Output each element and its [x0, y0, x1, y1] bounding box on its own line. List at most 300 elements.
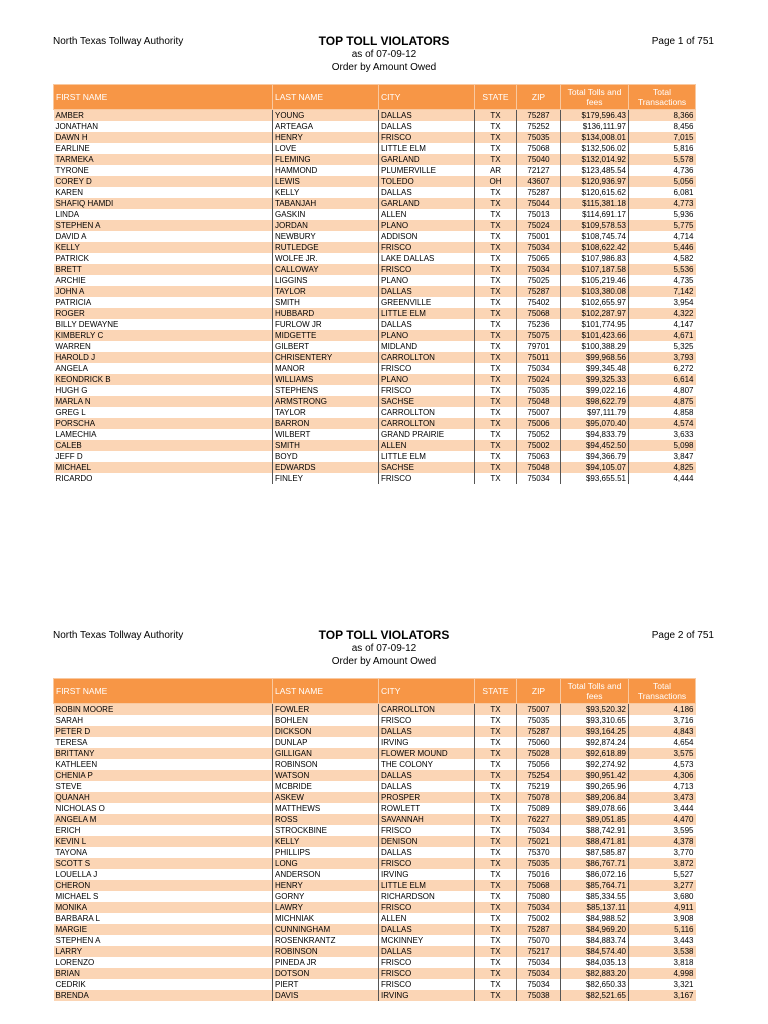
cell-last-name: PIERT — [273, 979, 379, 990]
cell-first-name: STEPHEN A — [54, 220, 273, 231]
cell-city: CARROLLTON — [379, 352, 475, 363]
table-row — [54, 902, 696, 913]
table-row — [54, 748, 696, 759]
cell-last-name: HUBBARD — [273, 308, 379, 319]
cell-tolls: $101,423.66 — [561, 330, 629, 341]
cell-city: FLOWER MOUND — [379, 748, 475, 759]
cell-last-name: DOTSON — [273, 968, 379, 979]
cell-zip: 75034 — [517, 264, 561, 275]
cell-tolls: $92,274.92 — [561, 759, 629, 770]
cell-city: PROSPER — [379, 792, 475, 803]
table-row — [54, 165, 696, 176]
report-order: Order by Amount Owed — [331, 62, 437, 73]
table-row — [54, 924, 696, 935]
cell-first-name: ARCHIE — [54, 275, 273, 286]
cell-tolls: $85,137.11 — [561, 902, 629, 913]
cell-trans: 3,716 — [629, 715, 696, 726]
table-row — [54, 880, 696, 891]
cell-last-name: GILBERT — [273, 341, 379, 352]
cell-first-name: HUGH G — [54, 385, 273, 396]
cell-city: RICHARDSON — [379, 891, 475, 902]
cell-zip: 72127 — [517, 165, 561, 176]
cell-zip: 75006 — [517, 418, 561, 429]
table-row — [54, 781, 696, 792]
cell-state: TX — [475, 825, 517, 836]
cell-tolls: $132,506.02 — [561, 143, 629, 154]
cell-trans: 4,714 — [629, 231, 696, 242]
cell-city: FRISCO — [379, 858, 475, 869]
cell-state: TX — [475, 429, 517, 440]
cell-state: TX — [475, 209, 517, 220]
cell-trans: 4,378 — [629, 836, 696, 847]
cell-tolls: $99,345.48 — [561, 363, 629, 374]
cell-tolls: $89,051.85 — [561, 814, 629, 825]
cell-state: TX — [475, 308, 517, 319]
cell-zip: 79701 — [517, 341, 561, 352]
cell-tolls: $85,334.55 — [561, 891, 629, 902]
cell-zip: 75252 — [517, 121, 561, 132]
cell-city: FRISCO — [379, 825, 475, 836]
cell-first-name: QUANAH — [54, 792, 273, 803]
cell-state: TX — [475, 330, 517, 341]
table-row — [54, 429, 696, 440]
report-date: as of 07-09-12 — [351, 643, 417, 654]
cell-city: LITTLE ELM — [379, 880, 475, 891]
cell-tolls: $93,164.25 — [561, 726, 629, 737]
cell-zip: 75035 — [517, 132, 561, 143]
cell-first-name: RICARDO — [54, 473, 273, 484]
cell-first-name: MICHAEL S — [54, 891, 273, 902]
cell-tolls: $102,655.97 — [561, 297, 629, 308]
cell-last-name: CHRISENTERY — [273, 352, 379, 363]
cell-trans: 4,911 — [629, 902, 696, 913]
cell-state: TX — [475, 462, 517, 473]
table-row — [54, 275, 696, 286]
table-row — [54, 451, 696, 462]
cell-state: TX — [475, 341, 517, 352]
cell-zip: 75075 — [517, 330, 561, 341]
cell-last-name: ROBINSON — [273, 946, 379, 957]
cell-last-name: LEWIS — [273, 176, 379, 187]
cell-zip: 75287 — [517, 286, 561, 297]
cell-trans: 3,793 — [629, 352, 696, 363]
cell-state: TX — [475, 913, 517, 924]
cell-first-name: CALEB — [54, 440, 273, 451]
cell-city: PLANO — [379, 374, 475, 385]
cell-trans: 3,277 — [629, 880, 696, 891]
report-date: as of 07-09-12 — [351, 49, 417, 60]
cell-city: DALLAS — [379, 924, 475, 935]
cell-city: SACHSE — [379, 462, 475, 473]
header-zip: ZIP — [517, 679, 561, 704]
cell-zip: 75034 — [517, 957, 561, 968]
table-row — [54, 858, 696, 869]
cell-city: PLANO — [379, 330, 475, 341]
cell-tolls: $86,767.71 — [561, 858, 629, 869]
cell-first-name: BILLY DEWAYNE — [54, 319, 273, 330]
cell-trans: 5,098 — [629, 440, 696, 451]
cell-tolls: $115,381.18 — [561, 198, 629, 209]
cell-city: FRISCO — [379, 715, 475, 726]
cell-last-name: ARTEAGA — [273, 121, 379, 132]
cell-city: MCKINNEY — [379, 935, 475, 946]
cell-zip: 75052 — [517, 429, 561, 440]
cell-zip: 75287 — [517, 924, 561, 935]
cell-last-name: STEPHENS — [273, 385, 379, 396]
cell-trans: 8,366 — [629, 110, 696, 122]
cell-city: GRAND PRAIRIE — [379, 429, 475, 440]
cell-trans: 5,775 — [629, 220, 696, 231]
table-row — [54, 330, 696, 341]
table-row — [54, 968, 696, 979]
cell-state: TX — [475, 407, 517, 418]
cell-state: TX — [475, 231, 517, 242]
cell-state: TX — [475, 440, 517, 451]
cell-tolls: $102,287.97 — [561, 308, 629, 319]
cell-first-name: KIMBERLY C — [54, 330, 273, 341]
cell-trans: 4,444 — [629, 473, 696, 484]
cell-city: ROWLETT — [379, 803, 475, 814]
table-header-row — [54, 679, 696, 704]
cell-zip: 75038 — [517, 990, 561, 1001]
cell-trans: 3,908 — [629, 913, 696, 924]
cell-city: DALLAS — [379, 286, 475, 297]
cell-zip: 75035 — [517, 385, 561, 396]
cell-state: TX — [475, 110, 517, 122]
cell-last-name: KELLY — [273, 187, 379, 198]
table-row — [54, 990, 696, 1001]
cell-last-name: DUNLAP — [273, 737, 379, 748]
cell-tolls: $93,520.32 — [561, 704, 629, 716]
cell-state: TX — [475, 869, 517, 880]
cell-first-name: SCOTT S — [54, 858, 273, 869]
cell-trans: 4,825 — [629, 462, 696, 473]
cell-state: TX — [475, 803, 517, 814]
cell-zip: 75016 — [517, 869, 561, 880]
cell-zip: 75002 — [517, 440, 561, 451]
header-total-transactions: Total Transactions — [629, 679, 696, 704]
cell-tolls: $99,968.56 — [561, 352, 629, 363]
cell-zip: 75007 — [517, 704, 561, 716]
cell-city: CARROLLTON — [379, 407, 475, 418]
cell-state: TX — [475, 352, 517, 363]
cell-tolls: $93,310.65 — [561, 715, 629, 726]
cell-trans: 7,142 — [629, 286, 696, 297]
cell-trans: 3,595 — [629, 825, 696, 836]
cell-tolls: $84,574.40 — [561, 946, 629, 957]
cell-trans: 5,527 — [629, 869, 696, 880]
cell-last-name: RUTLEDGE — [273, 242, 379, 253]
cell-zip: 75287 — [517, 726, 561, 737]
cell-trans: 3,167 — [629, 990, 696, 1001]
cell-first-name: KEVIN L — [54, 836, 273, 847]
cell-zip: 75034 — [517, 473, 561, 484]
cell-tolls: $120,936.97 — [561, 176, 629, 187]
cell-last-name: MATTHEWS — [273, 803, 379, 814]
cell-first-name: CHENIA P — [54, 770, 273, 781]
cell-first-name: MONIKA — [54, 902, 273, 913]
cell-state: TX — [475, 451, 517, 462]
table-row — [54, 352, 696, 363]
cell-first-name: ROGER — [54, 308, 273, 319]
table-row — [54, 396, 696, 407]
cell-last-name: STROCKBINE — [273, 825, 379, 836]
cell-state: TX — [475, 836, 517, 847]
cell-zip: 75034 — [517, 968, 561, 979]
report-header — [234, 34, 534, 74]
cell-state: TX — [475, 858, 517, 869]
cell-first-name: PORSCHA — [54, 418, 273, 429]
cell-trans: 3,321 — [629, 979, 696, 990]
table-row — [54, 715, 696, 726]
cell-trans: 4,574 — [629, 418, 696, 429]
cell-first-name: JOHN A — [54, 286, 273, 297]
cell-zip: 75021 — [517, 836, 561, 847]
cell-tolls: $89,206.84 — [561, 792, 629, 803]
cell-tolls: $94,452.50 — [561, 440, 629, 451]
cell-last-name: MICHNIAK — [273, 913, 379, 924]
header-first-name: FIRST NAME — [54, 679, 273, 704]
cell-first-name: SHAFIQ HAMDI — [54, 198, 273, 209]
cell-state: TX — [475, 473, 517, 484]
cell-city: IRVING — [379, 990, 475, 1001]
cell-city: DALLAS — [379, 770, 475, 781]
table-row — [54, 374, 696, 385]
cell-state: TX — [475, 253, 517, 264]
table-row — [54, 341, 696, 352]
cell-state: TX — [475, 847, 517, 858]
cell-zip: 75254 — [517, 770, 561, 781]
cell-last-name: LONG — [273, 858, 379, 869]
cell-tolls: $92,618.89 — [561, 748, 629, 759]
cell-zip: 75056 — [517, 759, 561, 770]
cell-last-name: GORNY — [273, 891, 379, 902]
cell-first-name: NICHOLAS O — [54, 803, 273, 814]
cell-last-name: KELLY — [273, 836, 379, 847]
cell-last-name: TAYLOR — [273, 286, 379, 297]
table-row — [54, 110, 696, 122]
cell-state: TX — [475, 726, 517, 737]
cell-trans: 3,872 — [629, 858, 696, 869]
cell-tolls: $92,874.24 — [561, 737, 629, 748]
cell-first-name: BRENDA — [54, 990, 273, 1001]
cell-zip: 75007 — [517, 407, 561, 418]
cell-zip: 75287 — [517, 110, 561, 122]
cell-tolls: $97,111.79 — [561, 407, 629, 418]
cell-zip: 75068 — [517, 308, 561, 319]
cell-city: LITTLE ELM — [379, 143, 475, 154]
cell-last-name: MIDGETTE — [273, 330, 379, 341]
cell-first-name: LINDA — [54, 209, 273, 220]
cell-city: ALLEN — [379, 209, 475, 220]
header-last-name: LAST NAME — [273, 85, 379, 110]
cell-zip: 75402 — [517, 297, 561, 308]
cell-state: TX — [475, 198, 517, 209]
cell-state: TX — [475, 759, 517, 770]
table-row — [54, 319, 696, 330]
page-number: Page 1 of 751 — [651, 36, 714, 47]
header-city: CITY — [379, 85, 475, 110]
cell-trans: 5,536 — [629, 264, 696, 275]
cell-first-name: LARRY — [54, 946, 273, 957]
cell-city: SAVANNAH — [379, 814, 475, 825]
cell-last-name: GILLIGAN — [273, 748, 379, 759]
cell-trans: 4,322 — [629, 308, 696, 319]
cell-zip: 75035 — [517, 715, 561, 726]
table-row — [54, 440, 696, 451]
cell-last-name: FLEMING — [273, 154, 379, 165]
cell-last-name: YOUNG — [273, 110, 379, 122]
cell-trans: 3,444 — [629, 803, 696, 814]
cell-city: ALLEN — [379, 913, 475, 924]
cell-last-name: CUNNINGHAM — [273, 924, 379, 935]
cell-last-name: BOHLEN — [273, 715, 379, 726]
cell-city: DALLAS — [379, 847, 475, 858]
cell-trans: 6,272 — [629, 363, 696, 374]
cell-tolls: $82,650.33 — [561, 979, 629, 990]
cell-city: PLUMERVILLE — [379, 165, 475, 176]
cell-tolls: $89,078.66 — [561, 803, 629, 814]
cell-city: CARROLLTON — [379, 418, 475, 429]
cell-city: GARLAND — [379, 154, 475, 165]
cell-state: TX — [475, 957, 517, 968]
cell-first-name: TARMEKA — [54, 154, 273, 165]
cell-city: GARLAND — [379, 198, 475, 209]
cell-city: FRISCO — [379, 968, 475, 979]
cell-first-name: LORENZO — [54, 957, 273, 968]
cell-state: TX — [475, 946, 517, 957]
cell-first-name: ERICH — [54, 825, 273, 836]
cell-state: TX — [475, 891, 517, 902]
cell-tolls: $101,774.95 — [561, 319, 629, 330]
cell-trans: 3,818 — [629, 957, 696, 968]
cell-state: TX — [475, 143, 517, 154]
cell-state: TX — [475, 396, 517, 407]
cell-last-name: WILBERT — [273, 429, 379, 440]
cell-state: TX — [475, 374, 517, 385]
table-row — [54, 814, 696, 825]
cell-trans: 4,186 — [629, 704, 696, 716]
table-body — [54, 704, 696, 1002]
cell-city: TOLEDO — [379, 176, 475, 187]
cell-trans: 3,633 — [629, 429, 696, 440]
cell-trans: 3,770 — [629, 847, 696, 858]
cell-city: DALLAS — [379, 110, 475, 122]
cell-state: TX — [475, 286, 517, 297]
cell-state: TX — [475, 770, 517, 781]
cell-zip: 75080 — [517, 891, 561, 902]
cell-tolls: $100,388.29 — [561, 341, 629, 352]
cell-zip: 75287 — [517, 187, 561, 198]
cell-last-name: MCBRIDE — [273, 781, 379, 792]
cell-first-name: PATRICK — [54, 253, 273, 264]
cell-state: TX — [475, 935, 517, 946]
cell-state: TX — [475, 748, 517, 759]
cell-tolls: $108,622.42 — [561, 242, 629, 253]
cell-tolls: $88,471.81 — [561, 836, 629, 847]
cell-first-name: ANGELA M — [54, 814, 273, 825]
cell-tolls: $84,883.74 — [561, 935, 629, 946]
cell-trans: 3,847 — [629, 451, 696, 462]
cell-zip: 75070 — [517, 935, 561, 946]
cell-tolls: $120,615.62 — [561, 187, 629, 198]
cell-trans: 8,456 — [629, 121, 696, 132]
cell-first-name: TERESA — [54, 737, 273, 748]
cell-trans: 3,443 — [629, 935, 696, 946]
cell-tolls: $84,035.13 — [561, 957, 629, 968]
cell-state: TX — [475, 242, 517, 253]
cell-state: TX — [475, 132, 517, 143]
cell-trans: 5,936 — [629, 209, 696, 220]
cell-trans: 6,081 — [629, 187, 696, 198]
header-total-transactions: Total Transactions — [629, 85, 696, 110]
cell-first-name: STEVE — [54, 781, 273, 792]
cell-trans: 4,773 — [629, 198, 696, 209]
cell-tolls: $84,988.52 — [561, 913, 629, 924]
cell-tolls: $94,105.07 — [561, 462, 629, 473]
table-row — [54, 792, 696, 803]
report-header — [234, 628, 534, 668]
cell-trans: 4,858 — [629, 407, 696, 418]
table-row — [54, 847, 696, 858]
cell-zip: 75370 — [517, 847, 561, 858]
cell-trans: 4,875 — [629, 396, 696, 407]
cell-first-name: BRETT — [54, 264, 273, 275]
cell-tolls: $95,070.40 — [561, 418, 629, 429]
cell-last-name: WOLFE JR. — [273, 253, 379, 264]
cell-zip: 75034 — [517, 363, 561, 374]
cell-tolls: $136,111.97 — [561, 121, 629, 132]
org-name: North Texas Tollway Authority — [53, 36, 184, 47]
table-row — [54, 264, 696, 275]
cell-zip: 75001 — [517, 231, 561, 242]
cell-tolls: $109,578.53 — [561, 220, 629, 231]
cell-zip: 75013 — [517, 209, 561, 220]
header-total-tolls: Total Tolls and fees — [561, 679, 629, 704]
cell-city: FRISCO — [379, 385, 475, 396]
cell-trans: 4,147 — [629, 319, 696, 330]
cell-first-name: LAMECHIA — [54, 429, 273, 440]
cell-city: MIDLAND — [379, 341, 475, 352]
table-row — [54, 253, 696, 264]
cell-city: LITTLE ELM — [379, 451, 475, 462]
cell-last-name: BARRON — [273, 418, 379, 429]
cell-zip: 75034 — [517, 979, 561, 990]
cell-last-name: ANDERSON — [273, 869, 379, 880]
cell-city: CARROLLTON — [379, 704, 475, 716]
cell-tolls: $93,655.51 — [561, 473, 629, 484]
report-title: TOP TOLL VIOLATORS — [318, 628, 450, 642]
cell-zip: 75217 — [517, 946, 561, 957]
header-total-tolls: Total Tolls and fees — [561, 85, 629, 110]
cell-tolls: $123,485.54 — [561, 165, 629, 176]
cell-last-name: FINLEY — [273, 473, 379, 484]
cell-last-name: TAYLOR — [273, 407, 379, 418]
cell-trans: 3,575 — [629, 748, 696, 759]
cell-first-name: GREG L — [54, 407, 273, 418]
table-row — [54, 418, 696, 429]
cell-tolls: $86,072.16 — [561, 869, 629, 880]
table-row — [54, 176, 696, 187]
cell-zip: 75024 — [517, 220, 561, 231]
cell-trans: 5,056 — [629, 176, 696, 187]
cell-city: ADDISON — [379, 231, 475, 242]
cell-state: TX — [475, 979, 517, 990]
cell-tolls: $107,187.58 — [561, 264, 629, 275]
cell-city: FRISCO — [379, 902, 475, 913]
cell-trans: 4,306 — [629, 770, 696, 781]
cell-trans: 5,816 — [629, 143, 696, 154]
